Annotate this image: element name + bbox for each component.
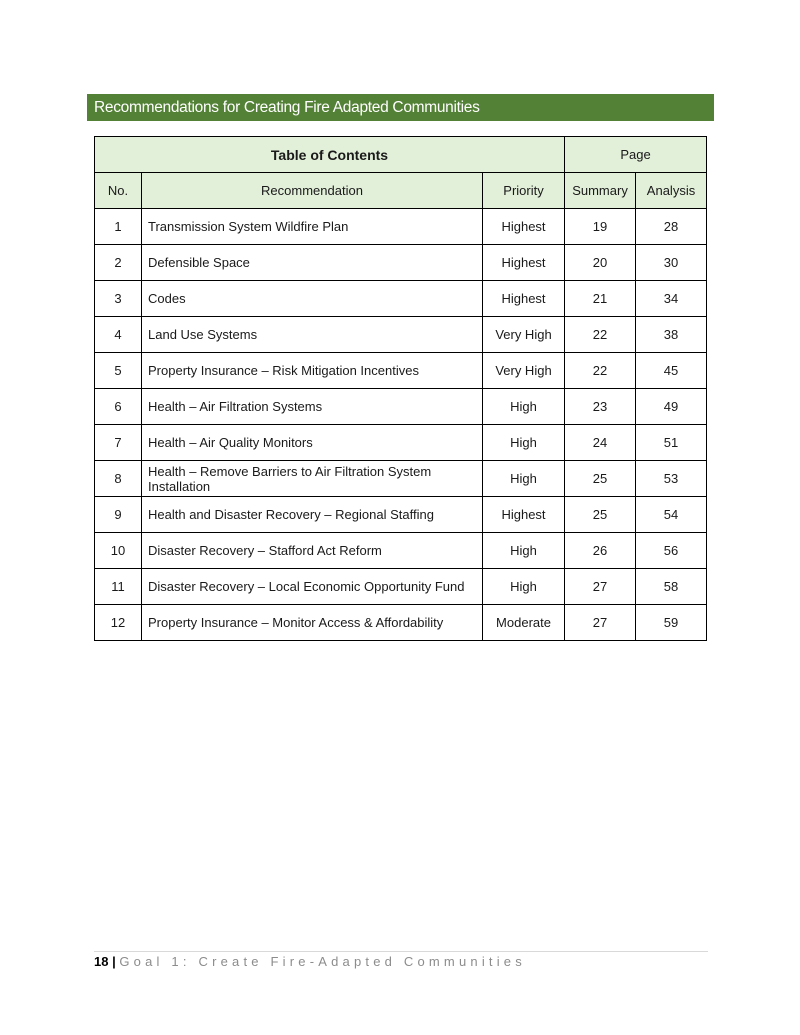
row-no: 5: [95, 353, 142, 389]
table-row: [95, 569, 707, 605]
row-recommendation: Health – Remove Barriers to Air Filtration System Installation: [142, 461, 483, 497]
table-row: [95, 497, 707, 533]
toc-table: [94, 136, 707, 641]
row-analysis-page: 30: [636, 245, 707, 281]
row-summary-page: 26: [565, 533, 636, 569]
row-summary-page: 19: [565, 209, 636, 245]
row-recommendation: Property Insurance – Risk Mitigation Incentives: [142, 353, 483, 389]
row-no: 12: [95, 605, 142, 641]
col-header-priority: Priority: [483, 173, 565, 209]
table-row: [95, 317, 707, 353]
row-priority: Highest: [483, 245, 565, 281]
row-analysis-page: 34: [636, 281, 707, 317]
row-priority: Highest: [483, 209, 565, 245]
row-priority: High: [483, 425, 565, 461]
footer-separator: |: [112, 954, 116, 969]
row-summary-page: 22: [565, 353, 636, 389]
table-row: [95, 353, 707, 389]
row-priority: Very High: [483, 353, 565, 389]
row-recommendation: Disaster Recovery – Local Economic Opportunity Fund: [142, 569, 483, 605]
section-banner: [87, 94, 714, 121]
row-recommendation: Disaster Recovery – Stafford Act Reform: [142, 533, 483, 569]
toc-title: Table of Contents: [95, 137, 565, 173]
row-analysis-page: 38: [636, 317, 707, 353]
row-recommendation: Health – Air Filtration Systems: [142, 389, 483, 425]
row-priority: Very High: [483, 317, 565, 353]
column-header-row: [95, 173, 707, 209]
table-row: [95, 461, 707, 497]
row-analysis-page: 28: [636, 209, 707, 245]
row-summary-page: 20: [565, 245, 636, 281]
row-summary-page: 27: [565, 605, 636, 641]
col-header-no: No.: [95, 173, 142, 209]
row-analysis-page: 51: [636, 425, 707, 461]
col-header-summary: Summary: [565, 173, 636, 209]
row-recommendation: Codes: [142, 281, 483, 317]
row-recommendation: Transmission System Wildfire Plan: [142, 209, 483, 245]
col-header-analysis: Analysis: [636, 173, 707, 209]
table-row: [95, 533, 707, 569]
page-group-header: Page: [565, 137, 707, 173]
row-recommendation: Defensible Space: [142, 245, 483, 281]
row-priority: Moderate: [483, 605, 565, 641]
row-no: 11: [95, 569, 142, 605]
row-recommendation: Land Use Systems: [142, 317, 483, 353]
row-no: 3: [95, 281, 142, 317]
row-no: 4: [95, 317, 142, 353]
row-priority: High: [483, 569, 565, 605]
table-row: [95, 389, 707, 425]
banner-title: Recommendations for Creating Fire Adapted Communities: [94, 99, 480, 116]
row-priority: Highest: [483, 281, 565, 317]
toc-title-row: [95, 137, 707, 173]
row-priority: High: [483, 533, 565, 569]
row-no: 8: [95, 461, 142, 497]
row-summary-page: 24: [565, 425, 636, 461]
row-analysis-page: 45: [636, 353, 707, 389]
table-row: [95, 425, 707, 461]
table-row: [95, 209, 707, 245]
table-row: [95, 245, 707, 281]
page-number: 18: [94, 954, 109, 969]
row-analysis-page: 58: [636, 569, 707, 605]
row-analysis-page: 54: [636, 497, 707, 533]
table-row: [95, 605, 707, 641]
row-summary-page: 21: [565, 281, 636, 317]
table-row: [95, 281, 707, 317]
row-no: 7: [95, 425, 142, 461]
row-no: 10: [95, 533, 142, 569]
row-no: 1: [95, 209, 142, 245]
row-recommendation: Property Insurance – Monitor Access & Affordability: [142, 605, 483, 641]
row-summary-page: 27: [565, 569, 636, 605]
row-recommendation: Health – Air Quality Monitors: [142, 425, 483, 461]
row-priority: High: [483, 389, 565, 425]
row-no: 2: [95, 245, 142, 281]
page-footer: [94, 954, 526, 970]
row-summary-page: 25: [565, 461, 636, 497]
footer-goal-text: Goal 1: Create Fire-Adapted Communities: [119, 954, 526, 969]
row-analysis-page: 56: [636, 533, 707, 569]
row-summary-page: 23: [565, 389, 636, 425]
row-priority: High: [483, 461, 565, 497]
footer-divider: [94, 951, 708, 952]
row-recommendation: Health and Disaster Recovery – Regional Staffing: [142, 497, 483, 533]
row-no: 6: [95, 389, 142, 425]
row-no: 9: [95, 497, 142, 533]
row-summary-page: 22: [565, 317, 636, 353]
row-summary-page: 25: [565, 497, 636, 533]
row-analysis-page: 49: [636, 389, 707, 425]
col-header-recommendation: Recommendation: [142, 173, 483, 209]
row-priority: Highest: [483, 497, 565, 533]
row-analysis-page: 53: [636, 461, 707, 497]
row-analysis-page: 59: [636, 605, 707, 641]
